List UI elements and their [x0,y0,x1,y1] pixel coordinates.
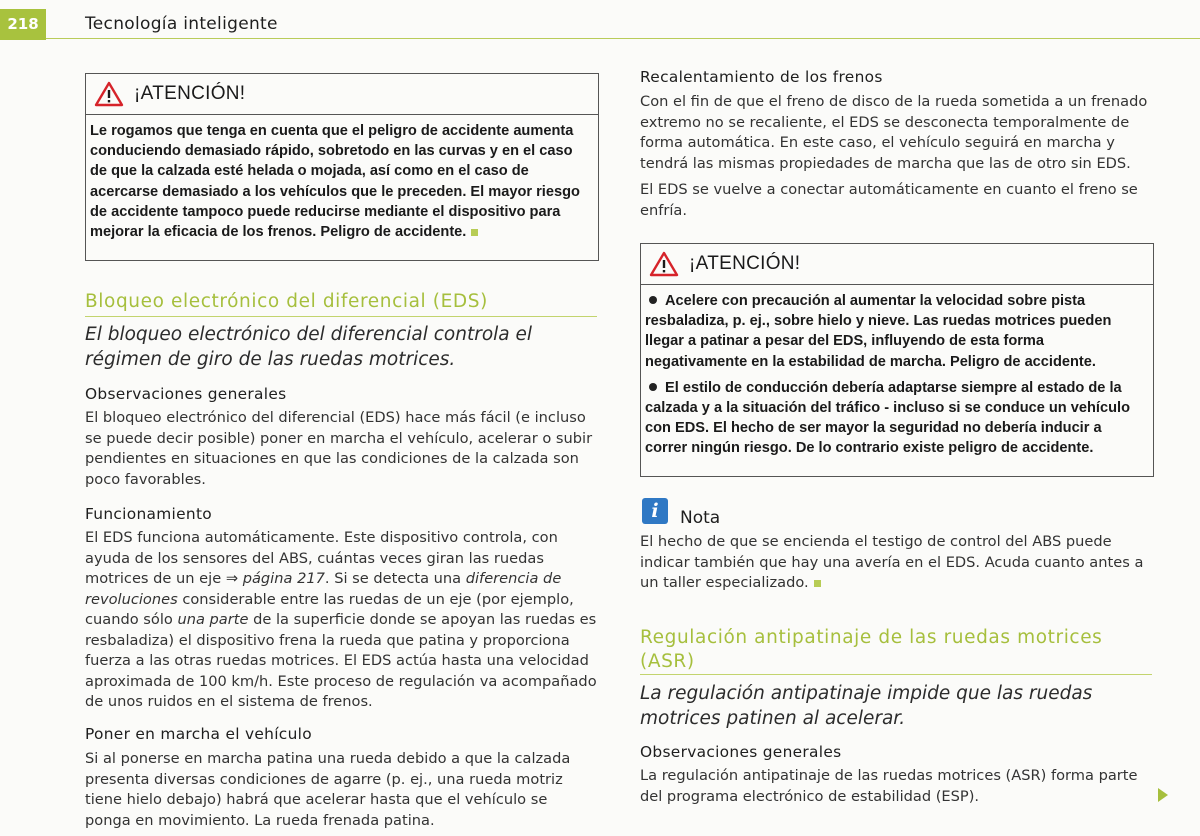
note-text: El hecho de que se encienda el testigo de control del ABS puede indicar también que hay una avería en el EDS. Acuda cuanto antes a un taller especializado. [640,533,1144,591]
continue-arrow-icon [1158,788,1168,802]
subheading-start-vehicle: Poner en marcha el vehículo [85,725,312,743]
section-divider [640,674,1152,675]
warning-triangle-icon [94,81,124,107]
paragraph-general-notes: El bloqueo electrónico del diferencial (EDS) hace más fácil (e incluso se puede decir posible) poner en marcha el vehículo, acelerar o subir pendientes en situaciones en que las condiciones de la calzada son poco favorables. [85,409,593,488]
subheading-general-notes: Observaciones generales [85,385,287,403]
end-of-section-mark [471,229,478,236]
section-heading-asr: Regulación antipatinaje de las ruedas motrices (ASR) [640,627,1103,672]
warning-box-right [640,243,1154,477]
warning-bullet-text: El estilo de conducción debería adaptarse siempre al estado de la calzada y a la situación del tráfico - incluso si se conduce un vehículo con EDS. El hecho de ser mayor la seguridad no debería inducir a correr ningún riesgo. De lo contrario existe peligro de accidente. [645,379,1130,457]
subheading-brake-overheat: Recalentamiento de los frenos [640,68,883,86]
page-number: 218 [0,9,46,40]
paragraph-function [85,528,597,713]
function-emphasis-1: diferencia de revoluciones [85,570,562,608]
section-intro-asr: La regulación antipatinaje impide que las ruedas motrices patinen al acelerar. [640,683,1093,729]
paragraph-start-vehicle: Si al ponerse en marcha patina una rueda debido a que la calzada presenta diversas condiciones de agarre (p. ej., una rueda motriz tiene hielo debajo) habrá que acelerar hasta que el vehículo se ponga en movimiento. La rueda frenada patina. [85,750,571,829]
function-emphasis-2: una parte [177,611,249,628]
warning-triangle-icon [649,251,679,277]
subheading-function: Funcionamiento [85,505,213,523]
warning-bullet-text: Acelere con precaución al aumentar la velocidad sobre pista resbaladiza, p. ej., sobre hielo y nieve. Las ruedas motrices pueden llegar a patinar a pesar del EDS, influyendo de esta forma negativamente en la estabilidad de marcha. Peligro de accidente. [645,293,1112,370]
paragraph-brake-overheat-1: Con el fin de que el freno de disco de la rueda sometida a un frenado extremo no se recaliente, el EDS se desconecta temporalmente de forma automática. En este caso, el vehículo seguirá en marcha y tendrá las mismas propiedades de marcha que las de otro sin EDS. [640,93,1148,172]
warning-box-left [85,73,599,261]
warning-text-content: Le rogamos que tenga en cuenta que el peligro de accidente aumenta conduciendo demasiado rápido, sobretodo en las curvas y en el caso de que la calzada esté helada o mojada, así como en el caso de acercarse demasiado a los vehículos que le preceden. El mayor riesgo de accidente tampoco puede reducirse mediante el dispositivo para mejorar la eficacia de los frenos. Peligro de accidente. [90,123,580,241]
page-reference-link[interactable]: ⇒ página 217 [225,570,325,587]
section-divider [85,316,597,317]
function-text-1: El EDS funciona automáticamente. Este dispositivo controla, con ayuda de los sensores del ABS, cuántas veces giran las ruedas motrices de un eje [85,529,558,587]
function-text-4: de la superficie donde se apoyan las ruedas es resbaladiza) el dispositivo frena la rueda que patina y proporciona fuerza a las otras ruedas motrices. El EDS actúa hasta una velocidad aproximada de 100 km/h. Este proceso de regulación va acompañado de unos ruidos en el sistema de frenos. [85,611,597,710]
function-text-3: considerable entre las ruedas de un eje (por ejemplo, cuando sólo [85,590,574,628]
bullet-icon [649,296,657,304]
warning-bullet-2 [645,378,1145,459]
chapter-title: Tecnología inteligente [85,14,278,34]
warning-text [86,115,598,246]
warning-text [641,285,1153,469]
function-text-2: . Si se detecta una [324,570,466,587]
subheading-general-notes-asr: Observaciones generales [640,743,842,761]
paragraph-general-notes-asr: La regulación antipatinaje de las ruedas motrices (ASR) forma parte del programa electrónico de estabilidad (ESP). [640,767,1138,805]
warning-title: ¡ATENCIÓN! [689,253,801,274]
info-note-icon: i [642,498,668,524]
paragraph-brake-overheat-2: El EDS se vuelve a conectar automáticamente en cuanto el freno se enfría. [640,181,1138,219]
end-of-section-mark [814,580,821,587]
warning-bullet-1 [645,291,1145,372]
paragraph-note [640,532,1152,594]
warning-header [641,244,1153,285]
warning-header [86,74,598,115]
bullet-icon [649,383,657,391]
warning-title: ¡ATENCIÓN! [134,83,246,104]
header-divider [46,38,1200,39]
section-intro-eds: El bloqueo electrónico del diferencial controla el régimen de giro de las ruedas motrices. [85,324,533,370]
section-heading-eds: Bloqueo electrónico del diferencial (EDS) [85,291,488,312]
note-title: Nota [680,508,721,528]
